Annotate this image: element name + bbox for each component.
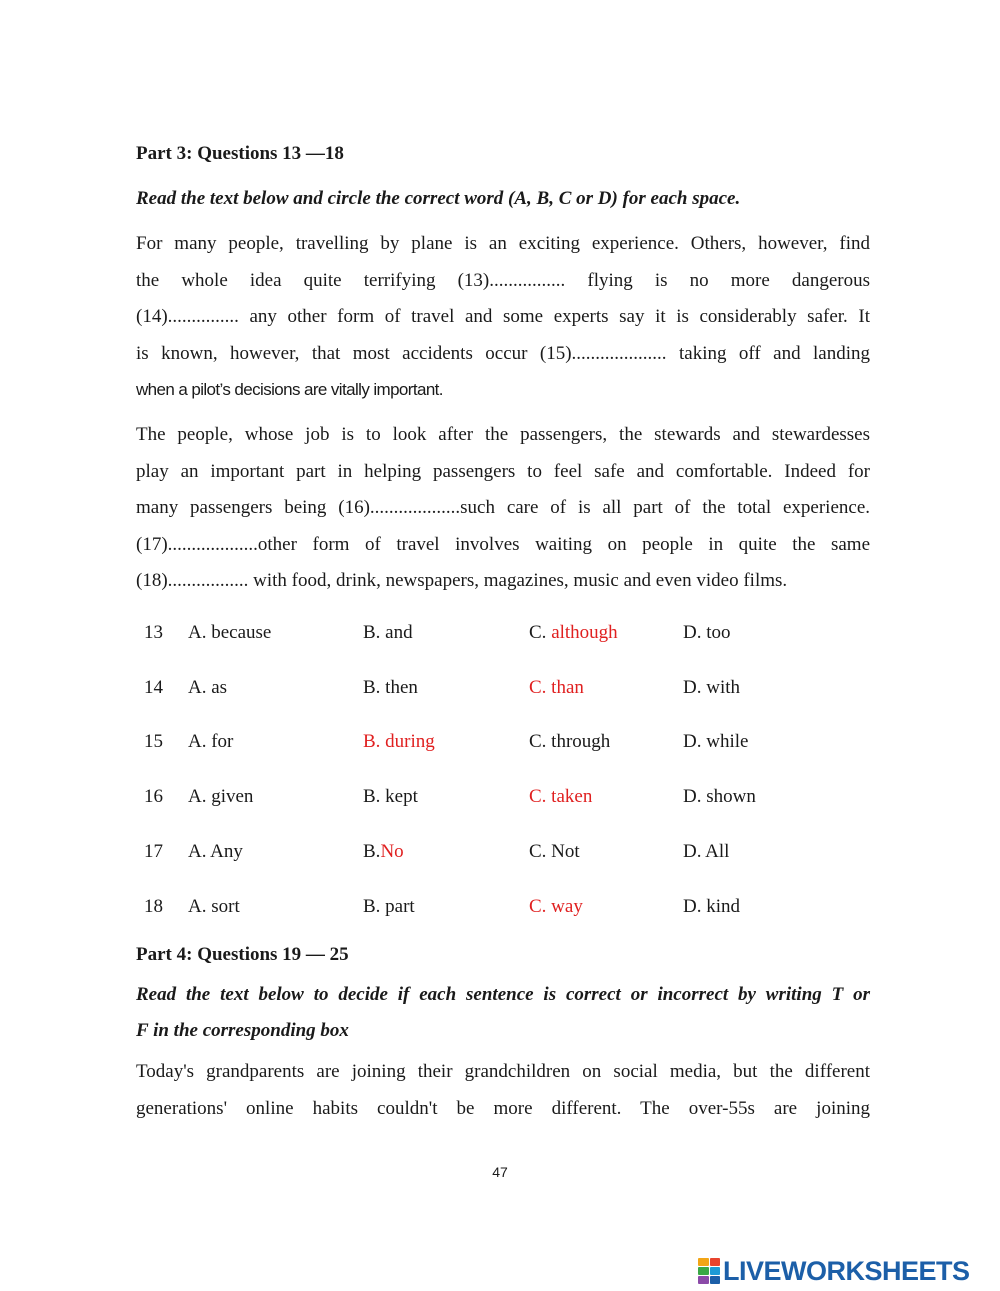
question-row-16: [0, 786, 1000, 816]
option-c[interactable]: [529, 622, 618, 644]
option-b[interactable]: B. part: [363, 896, 415, 917]
option-d[interactable]: D. All: [683, 841, 730, 862]
logo-mark-icon: [698, 1258, 720, 1284]
option-c-selected[interactable]: C. way: [529, 896, 583, 917]
option-c-selected[interactable]: C. taken: [529, 786, 593, 807]
text-line: (17)...................other form of travel involves waiting on people in quite the same: [136, 533, 870, 555]
option-b[interactable]: B. kept: [363, 786, 418, 807]
text-line: when a pilot’s decisions are vitally important.: [136, 380, 443, 399]
text-line: many passengers being (16)...................such care of is all part of the total experience.: [136, 497, 870, 518]
question-row-13: [0, 622, 1000, 652]
question-number: 14: [144, 677, 163, 698]
option-a[interactable]: A. as: [188, 677, 228, 698]
part4-heading: Part 4: Questions 19 — 25: [136, 944, 349, 965]
selected-answer: No: [380, 841, 404, 862]
option-b[interactable]: [363, 841, 404, 863]
selected-answer: although: [551, 622, 618, 643]
liveworksheets-logo: [698, 1255, 970, 1287]
text-line: Today's grandparents are joining their grandchildren on social media, but the different: [136, 1061, 870, 1082]
part4-instruction: [136, 977, 870, 1049]
text-line: The people, whose job is to look after the passengers, the stewards and stewardesses: [136, 424, 870, 445]
option-d[interactable]: D. too: [683, 622, 731, 643]
instruction-line: Read the text below to decide if each sentence is correct or incorrect by writing T or: [136, 984, 870, 1005]
instruction-line: F in the corresponding box: [136, 1020, 349, 1041]
option-d[interactable]: D. while: [683, 731, 749, 752]
question-number: 15: [144, 731, 163, 752]
question-number: 16: [144, 786, 163, 807]
question-number: 18: [144, 896, 163, 917]
page-number: 47: [492, 1164, 508, 1180]
part3-instruction: Read the text below and circle the correct word (A, B, C or D) for each space.: [136, 188, 741, 209]
option-a[interactable]: A. given: [188, 786, 254, 807]
part3-heading: Part 3: Questions 13 —18: [136, 143, 344, 164]
option-b[interactable]: B. then: [363, 677, 418, 698]
text-line: generations' online habits couldn't be more different. The over-55s are joining: [136, 1097, 870, 1119]
option-c[interactable]: C. Not: [529, 841, 580, 862]
text-line: is known, however, that most accidents occur (15).................... taking off and landing: [136, 342, 870, 364]
option-c[interactable]: C. through: [529, 731, 611, 752]
text-line: the whole idea quite terrifying (13)................ flying is no more dangerous: [136, 269, 870, 291]
option-c-letter: C.: [529, 622, 552, 643]
text-line: (14)............... any other form of travel and some experts say it is considerably safer. It: [136, 306, 870, 327]
option-a[interactable]: A. Any: [188, 841, 243, 862]
option-b-selected[interactable]: B. during: [363, 731, 435, 752]
option-b-letter: B.: [363, 841, 381, 862]
text-line: play an important part in helping passengers to feel safe and comfortable. Indeed for: [136, 460, 870, 482]
option-d[interactable]: D. kind: [683, 896, 740, 917]
option-a[interactable]: A. because: [188, 622, 272, 643]
question-row-14: [0, 677, 1000, 707]
question-row-15: [0, 731, 1000, 761]
part4-paragraph: [136, 1054, 870, 1127]
option-d[interactable]: D. with: [683, 677, 740, 698]
text-line: (18)................. with food, drink, newspapers, magazines, music and even video films.: [136, 570, 788, 591]
text-line: For many people, travelling by plane is an exciting experience. Others, however, find: [136, 233, 870, 254]
option-a[interactable]: A. sort: [188, 896, 240, 917]
option-d[interactable]: D. shown: [683, 786, 756, 807]
option-c-selected[interactable]: C. than: [529, 677, 584, 698]
option-b[interactable]: B. and: [363, 622, 413, 643]
option-a[interactable]: A. for: [188, 731, 234, 752]
part3-paragraph-1: [136, 226, 870, 409]
logo-text: LIVEWORKSHEETS: [723, 1256, 970, 1286]
question-number: 13: [144, 622, 163, 643]
question-number: 17: [144, 841, 163, 862]
question-row-17: [0, 841, 1000, 871]
part3-paragraph-2: [136, 417, 870, 600]
question-row-18: [0, 896, 1000, 926]
